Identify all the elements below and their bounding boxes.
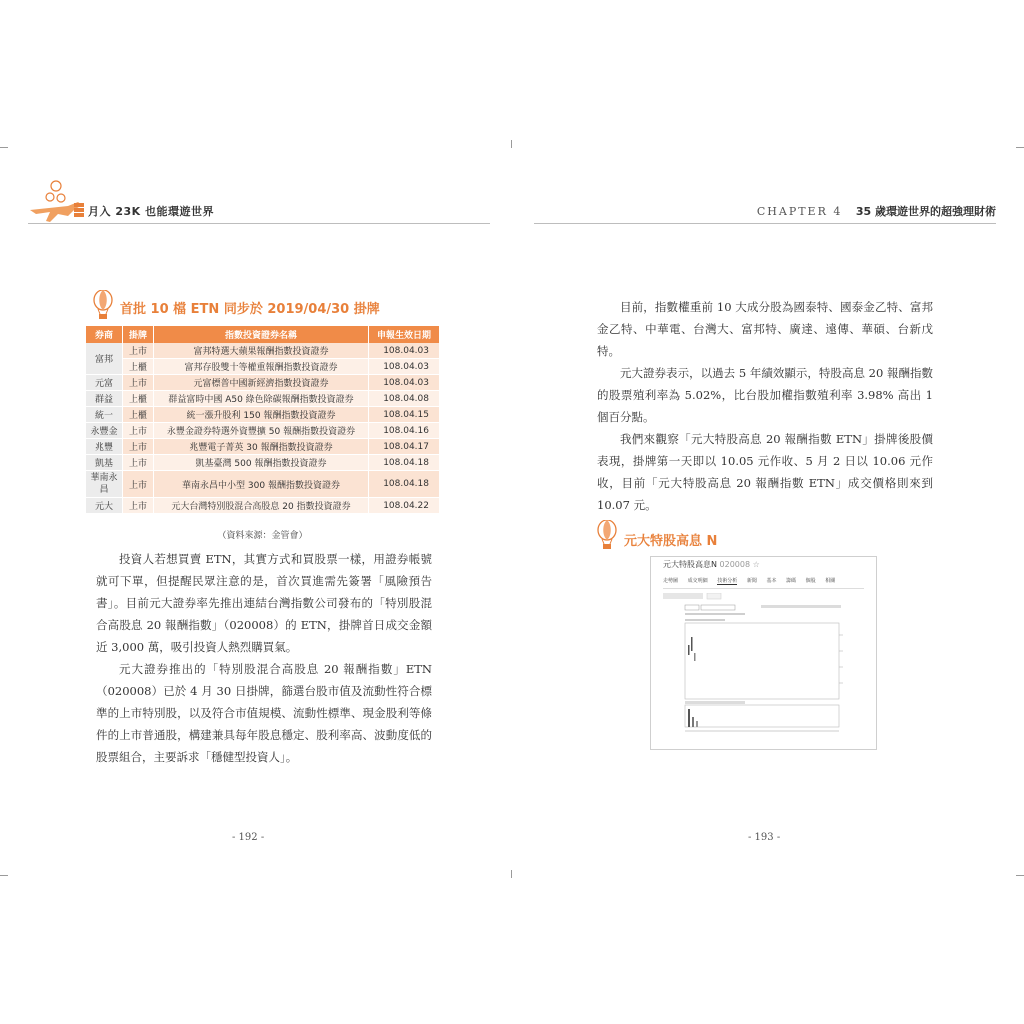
date-cell: 108.04.22 <box>369 498 440 514</box>
exchange-cell: 上櫃 <box>123 407 154 423</box>
tab-news[interactable]: 新聞 <box>746 578 757 584</box>
date-cell: 108.04.15 <box>369 407 440 423</box>
stock-screenshot <box>650 556 877 750</box>
issuer-cell: 凱基 <box>86 455 123 471</box>
etn-table <box>86 326 439 514</box>
section-title-etn: 首批 10 檔 ETN 同步於 2019/04/30 掛牌 <box>120 302 380 317</box>
chapter-title: 35 歲環遊世界的超強理財術 <box>855 205 996 218</box>
hot-air-balloon-icon <box>92 290 114 320</box>
exchange-cell: 上市 <box>123 455 154 471</box>
tab-chips[interactable]: 籌碼 <box>786 578 797 584</box>
tab-detail[interactable]: 成交明細 <box>687 578 708 584</box>
issuer-cell: 元富 <box>86 375 123 391</box>
header-rule-right <box>534 223 996 224</box>
col-date: 申報生效日期 <box>369 326 440 343</box>
issuer-cell: 統一 <box>86 407 123 423</box>
name-cell: 元大台灣特別股混合高股息 20 指數投資證券 <box>154 498 369 514</box>
name-cell: 兆豐電子菁英 30 報酬指數投資證券 <box>154 439 369 455</box>
paragraph: 目前，指數權重前 10 大成分股為國泰特、國泰金乙特、富邦金乙特、中華電、台灣大、富邦特、廣達、遠傳、華碩、台新戊特。 <box>597 300 933 358</box>
table-row <box>86 343 439 359</box>
plane-coins-icon <box>28 178 88 224</box>
stock-name: 元大特股高息N <box>663 560 717 569</box>
header-rule-left <box>28 223 490 224</box>
table-row <box>86 471 439 498</box>
book-title: 月入 23K 也能環遊世界 <box>88 205 214 218</box>
crop-mark <box>0 875 8 876</box>
chapter-label: CHAPTER 4 <box>756 205 843 218</box>
table-row <box>86 439 439 455</box>
col-name: 指數投資證券名稱 <box>154 326 369 343</box>
name-cell: 永豐金證券特選外資豐擴 50 報酬指數投資證券 <box>154 423 369 439</box>
paragraph: 元大證券表示，以過去 5 年績效顯示，特股高息 20 報酬指數的股票殖利率為 5.02%，比台股加權指數殖利率 3.98% 高出 1 個百分點。 <box>597 366 933 424</box>
issuer-cell: 富邦 <box>86 343 123 375</box>
name-cell: 群益富時中國 A50 綠色除碳報酬指數投資證券 <box>154 391 369 407</box>
table-row <box>86 391 439 407</box>
stock-title <box>663 559 760 570</box>
table-row <box>86 423 439 439</box>
name-cell: 統一漲升股利 150 報酬指數投資證券 <box>154 407 369 423</box>
name-cell: 元富標普中國新經濟指數投資證券 <box>154 375 369 391</box>
table-row <box>86 359 439 375</box>
chapter-header <box>757 203 996 219</box>
issuer-cell: 群益 <box>86 391 123 407</box>
date-cell: 108.04.16 <box>369 423 440 439</box>
date-cell: 108.04.03 <box>369 375 440 391</box>
exchange-cell: 上市 <box>123 343 154 359</box>
exchange-cell: 上櫃 <box>123 391 154 407</box>
table-row <box>86 375 439 391</box>
crop-mark <box>1016 875 1024 876</box>
exchange-cell: 上市 <box>123 498 154 514</box>
tab-trend[interactable]: 走勢圖 <box>663 578 679 584</box>
crop-mark <box>511 870 512 878</box>
section-title-yuanta: 元大特股高息 N <box>624 534 718 549</box>
tab-basic[interactable]: 基本 <box>766 578 777 584</box>
name-cell: 凱基臺灣 500 報酬指數投資證券 <box>154 455 369 471</box>
paragraph: 我們來觀察「元大特股高息 20 報酬指數 ETN」掛牌後股價表現，掛牌第一天即以 10.05 元作收、5 月 2 日以 10.06 元作收，目前「元大特股高息 20 報酬指數 ETN」成交價格則來到 10.07 元。 <box>597 432 933 512</box>
crop-mark <box>1016 147 1024 148</box>
tab-technical[interactable]: 技術分析 <box>717 578 738 584</box>
table-row <box>86 455 439 471</box>
stock-tabs <box>663 577 843 584</box>
exchange-cell: 上市 <box>123 375 154 391</box>
paragraph: 元大證券推出的「特別股混合高股息 20 報酬指數」ETN（020008）已於 4 月 30 日掛牌，篩選台股市值及流動性符合標準的上市特別股，以及符合市值規模、流動性標準、現金股利等條件的上市普通股，構建兼具每年股息穩定、股利率高、波動度低的股票組合，主要訴求「穩健型投資人」。 <box>96 662 432 764</box>
table-source: （資料來源：金管會） <box>217 531 308 541</box>
crop-mark <box>0 147 8 148</box>
stock-code: 020008 <box>719 560 751 569</box>
table-row <box>86 407 439 423</box>
date-cell: 108.04.03 <box>369 343 440 359</box>
exchange-cell: 上市 <box>123 439 154 455</box>
crop-mark <box>511 140 512 148</box>
paragraph: 投資人若想買賣 ETN，其實方式和買股票一樣，用證券帳號就可下單，但提醒民眾注意的是，首次買進需先簽署「風險預告書」。目前元大證券率先推出連結台灣指數公司發布的「特別股混合高股息 20 報酬指數」（020008）的 ETN，掛牌首日成交金額近 3,000 萬，吸引投資人熱烈購買氣。 <box>96 552 432 654</box>
name-cell: 富邦特選大蘋果報酬指數投資證券 <box>154 343 369 359</box>
technical-chart-thumbnail <box>663 593 863 743</box>
date-cell: 108.04.08 <box>369 391 440 407</box>
right-body-text <box>597 296 933 516</box>
exchange-cell: 上市 <box>123 471 154 498</box>
tab-related[interactable]: 相關 <box>825 578 836 584</box>
name-cell: 華南永昌中小型 300 報酬指數投資證券 <box>154 471 369 498</box>
exchange-cell: 上市 <box>123 423 154 439</box>
hot-air-balloon-icon <box>596 520 618 550</box>
date-cell: 108.04.18 <box>369 455 440 471</box>
issuer-cell: 永豐金 <box>86 423 123 439</box>
table-header-row <box>86 326 439 343</box>
page-number-right: - 193 - <box>748 832 781 843</box>
col-issuer: 券商 <box>86 326 123 343</box>
issuer-cell: 元大 <box>86 498 123 514</box>
date-cell: 108.04.17 <box>369 439 440 455</box>
exchange-cell: 上櫃 <box>123 359 154 375</box>
issuer-cell: 華南永昌 <box>86 471 123 498</box>
date-cell: 108.04.18 <box>369 471 440 498</box>
tabs-divider <box>663 588 864 589</box>
col-exchange: 掛牌 <box>123 326 154 343</box>
table-row <box>86 498 439 514</box>
left-body-text <box>96 548 432 768</box>
issuer-cell: 兆豐 <box>86 439 123 455</box>
star-icon[interactable]: ☆ <box>752 560 760 569</box>
date-cell: 108.04.03 <box>369 359 440 375</box>
tab-stock[interactable]: 個股 <box>805 578 816 584</box>
name-cell: 富邦存股雙十等權重報酬指數投資證券 <box>154 359 369 375</box>
page-number-left: - 192 - <box>232 832 265 843</box>
